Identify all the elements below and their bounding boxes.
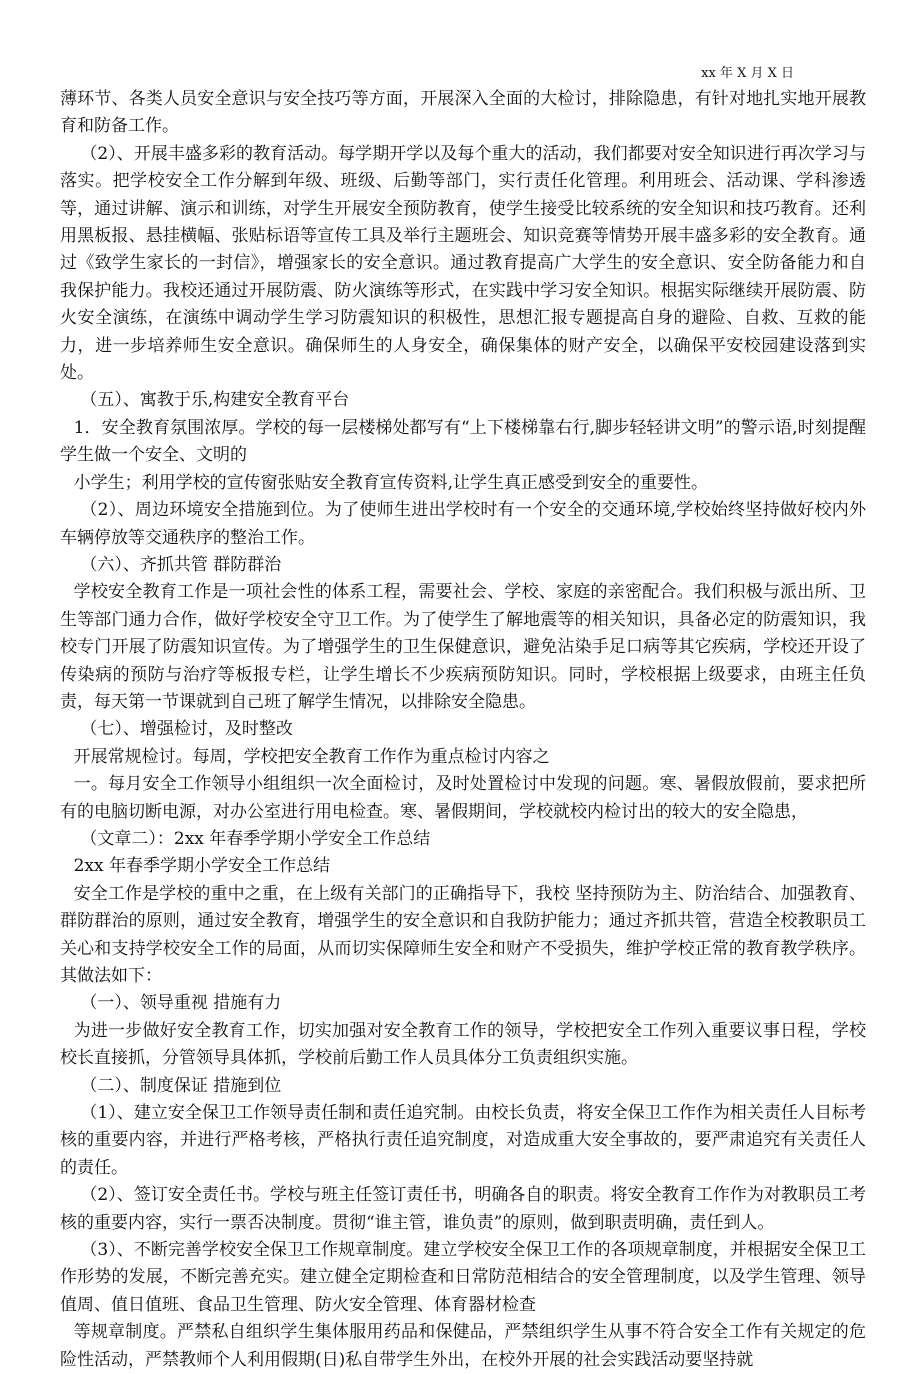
paragraph-1: 薄环节、各类人员安全意识与安全技巧等方面，开展深入全面的大检讨，排除隐患，有针对地扎实地开展教育和防备工作。 [60,89,866,137]
section-heading-6: （六）、齐抓共管 群防群治 [80,554,282,575]
paragraph-6: 学校安全教育工作是一项社会性的体系工程，需要社会、学校、家庭的亲密配合。我们积极与派出所、卫生等部门通力合作，做好学校安全守卫工作。为了使学生了解地震等的相关知识，具备必定的防震知识，我校专门开展了防震知识宣传。为了增强学生的卫生保健意识，避免沾染手足口病等其它疾病，学校还开设了传染病的预防与治疗等板报专栏，让学生增长不少疾病预防知识。同时，学校根据上级要求，由班主任负责，每天第一节课就到自己班了解学生情况，以排除安全隐患。 [60,582,866,712]
paragraph-11: （1）、建立安全保卫工作领导责任制和责任追究制。由校长负责，将安全保卫工作作为相关责任人目标考核的重要内容，并进行严格考核，严格执行责任追究制度，对造成重大安全事故的，要严肃追究有关责任人的责任。 [60,1103,866,1178]
paragraph-10: 为进一步做好安全教育工作，切实加强对安全教育工作的领导，学校把安全工作列入重要议事日程，学校校长直接抓，分管领导具体抓，学校前后勤工作人员具体分工负责组织实施。 [60,1020,866,1069]
paragraph-13: （3）、不断完善学校安全保卫工作规章制度。建立学校安全保卫工作的各项规章制度，并根据安全保卫工作形势的发展，不断完善充实。建立健全定期检查和日常防范相结合的安全管理制度，以及学生管理、领导值周、值日值班、食品卫生管理、防火安全管理、体育器材检查 [60,1240,866,1315]
section-heading-1: （一）、领导重视 措施有力 [80,993,282,1014]
paragraph-8: 一。每月安全工作领导小组组织一次全面检讨，及时处置检讨中发现的问题。寒、暑假放假前，要求把所有的电脑切断电源，对办公室进行用电检查。寒、暑假期间，学校就校内检讨出的较大的安全隐患， [60,774,866,822]
paragraph-14: 等规章制度。严禁私自组织学生集体服用药品和保健品，严禁组织学生从事不符合安全工作有关规定的危险性活动，严禁教师个人利用假期(日)私自带学生外出，在校外开展的社会实践活动要坚持就 [60,1322,866,1370]
header-date: xx 年 X 月 X 日 [701,66,794,81]
article-subtitle: 2xx 年春季学期小学安全工作总结 [73,856,330,877]
paragraph-12: （2）、签订安全责任书。学校与班主任签订责任书，明确各自的职责。将安全教育工作作为对教职员工考核的重要内容，实行一票否决制度。贯彻“谁主管，谁负责”的原则，做到职责明确，责任到人。 [60,1185,866,1233]
paragraph-2: （2）、开展丰盛多彩的教育活动。每学期开学以及每个重大的活动，我们都要对安全知识进行再次学习与落实。把学校安全工作分解到年级、班级、后勤等部门，实行责任化管理。利用班会、活动课、学科渗透等，通过讲解、演示和训练，对学生开展安全预防教育，使学生接受比较系统的安全知识和技巧教育。还利用黑板报、悬挂横幅、张贴标语等宣传工具及举行主题班会、知识竞赛等情势开展丰盛多彩的安全教育。通过《致学生家长的一封信》，增强家长的安全意识。通过教育提高广大学生的安全意识、安全防备能力和自我保护能力。我校还通过开展防震、防火演练等形式，在实践中学习安全知识。根据实际继续开展防震、防火安全演练，在演练中调动学生学习防震知识的积极性，思想汇报专题提高自身的避险、自救、互救的能力，进一步培养师生安全意识。确保师生的人身安全，确保集体的财产安全，以确保平安校园建设落到实处。 [60,143,866,384]
section-heading-5: （五）、寓教于乐,构建安全教育平台 [80,390,350,411]
document-body [60,86,866,1374]
article-title: （文章二）：2xx 年春季学期小学安全工作总结 [80,828,431,849]
paragraph-9: 安全工作是学校的重中之重，在上级有关部门的正确指导下，我校 坚持预防为主、防治结合、加强教育、群防群治的原则，通过安全教育，增强学生的安全意识和自我防护能力；通过齐抓共管，营造全校教职员工关心和支持学校安全工作的局面，从而切实保障师生安全和财产不受损失，维护学校正常的教育教学秩序。其做法如下： [60,883,866,986]
section-heading-2: （二）、制度保证 措施到位 [80,1075,282,1096]
paragraph-3: 1．安全教育氛围浓厚。学校的每一层楼梯处都写有“上下楼梯靠右行,脚步轻轻讲文明”的警示语,时刻提醒学生做一个安全、文明的 [60,417,866,466]
paragraph-4: 小学生；利用学校的宣传窗张贴安全教育宣传资料,让学生真正感受到安全的重要性。 [73,472,708,493]
paragraph-5: （2）、周边环境安全措施到位。为了使师生进出学校时有一个安全的交通环境,学校始终坚持做好校内外车辆停放等交通秩序的整治工作。 [60,500,866,548]
paragraph-7: 开展常规检讨。每周，学校把安全教育工作作为重点检讨内容之 [73,746,550,767]
section-heading-7: （七）、增强检讨，及时整改 [80,719,293,740]
